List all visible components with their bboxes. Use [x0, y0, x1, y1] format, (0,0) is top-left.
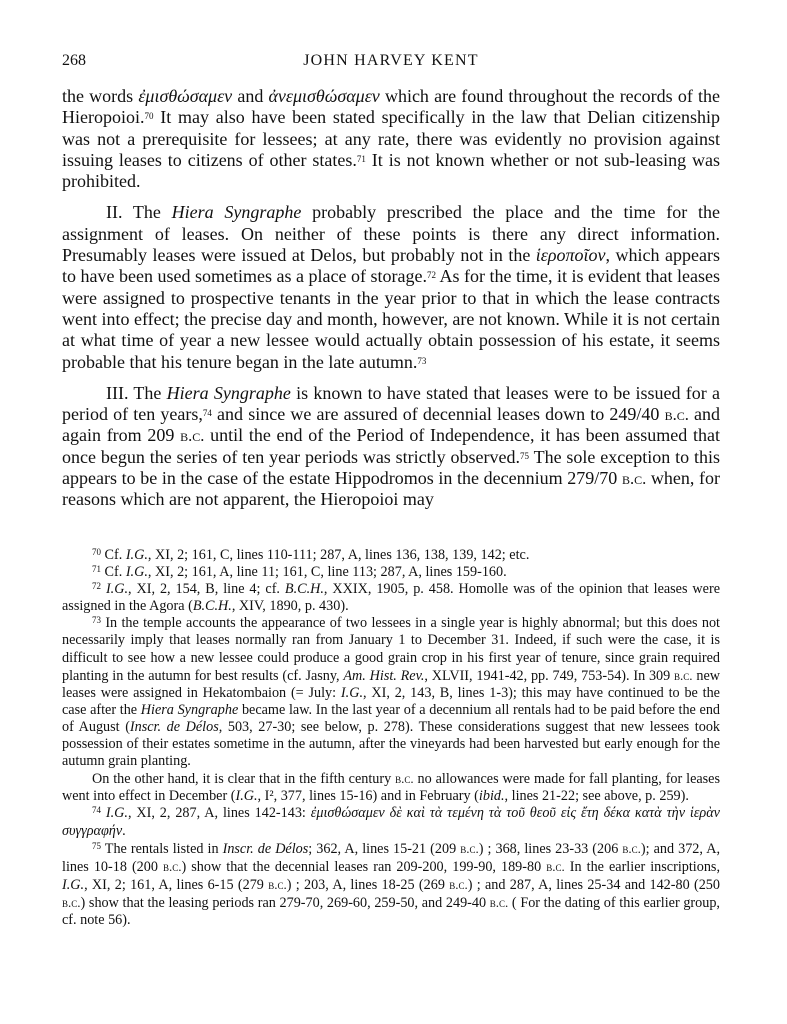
footnote-ref-72: 72: [426, 270, 436, 281]
paragraph-1: the words ἐμισθώσαμεν and ἀνεμισθώσαμεν which are found throughout the records of the Hieropoioi.$^{70}$ It may also have been stated specifically in the law that Delian citizenship was not a prerequisite for lessees; at any rate, there was evidently no provision against issuing leases to citizens of other states.$^{71}$ It is not known whether or not sub-leasing was prohibited.: [62, 86, 721, 192]
footnote-73-continued: On the other hand, it is clear that in the fifth century b.c. no allowances were made for fall planting, for leases went into effect in December (I.G., I², 377, lines 15-16) and in February (ibid., lines 21-22; see above, p. 259).: [62, 771, 720, 805]
footnote-72: $^{72}$ I.G., XI, 2, 154, B, line 4; cf. B.C.H., XXIX, 1905, p. 458. Homolle was of the opinion that leases were assigned in the Agora (B.C.H., XIV, 1890, p. 430).: [62, 581, 720, 615]
running-head: JOHN HARVEY KENT: [303, 52, 479, 69]
body-text: [62, 86, 720, 511]
footnotes: [62, 547, 720, 929]
footnote-71: $^{71}$ Cf. I.G., XI, 2; 161, A, line 11; 161, C, line 113; 287, A, lines 159-160.: [92, 564, 507, 581]
footnote-ref-71: 71: [356, 153, 366, 164]
footnote-ref-75: 75: [520, 450, 530, 461]
paragraph-3: III. The Hiera Syngraphe is known to have stated that leases were to be issued for a period of ten years,$^{74}$ and since we are assured of decennial leases down to 249/40 b.c. and again from 209 b.c. until the end of the Period of Independence, it has been assumed that once begun the series of ten year periods was strictly observed.$^{75}$ The sole exception to this appears to be in the case of the estate Hippodromos in the decennium 279/70 b.c. when, for reasons which are not apparent, the Hieropoioi may: [62, 382, 720, 510]
page-number: 268: [62, 52, 86, 69]
footnote-74: $^{74}$ I.G., XI, 2, 287, A, lines 142-143: ἐμισθώσαμεν δὲ καὶ τὰ τεμένη τὰ τοῦ θεοῦ εἰς ἔτη δέκα κατὰ τὴν ἱερὰν συγγραφήν.: [62, 805, 720, 839]
footnote-ref-70: 70: [144, 111, 154, 122]
paragraph-2: II. The Hiera Syngraphe probably prescribed the place and the time for the assignment of leases. On neither of these points is there any direct information. Presumably leases were issued at Delos, but probably not in the ἱεροποῖον, which appears to have been used sometimes as a place of storage.$^{72}$ As for the time, it is evident that leases were assigned to prospective tenants in the year prior to that in which the lease contracts went into effect; the precise day and month, however, are not known. While it is not certain at what time of year a new lessee would actually obtain possession of his estate, it seems probable that his tenure began in the late autumn.$^{73}$: [62, 202, 720, 372]
footnote-ref-73: 73: [417, 355, 427, 366]
footnote-70: $^{70}$ Cf. I.G., XI, 2; 161, C, lines 110-111; 287, A, lines 136, 138, 139, 142; etc.: [92, 547, 530, 563]
page-header: [62, 52, 720, 76]
footnote-ref-74: 74: [202, 408, 212, 419]
footnote-75: $^{75}$ The rentals listed in Inscr. de Délos; 362, A, lines 15-21 (209 b.c.) ; 368, lines 23-33 (206 b.c.); and 372, A, lines 10-18 (200 b.c.) show that the decennial leases ran 209-200, 199-90, 189-80 b.c. In the earlier inscriptions, I.G., XI, 2; 161, A, lines 6-15 (279 b.c.) ; 203, A, lines 18-25 (269 b.c.) ; and 287, A, lines 25-34 and 142-80 (250 b.c.) show that the leasing periods ran 279-70, 269-60, 259-50, and 249-40 b.c. ( For the dating of this earlier group, cf. note 56).: [62, 840, 720, 928]
footnote-73: $^{73}$ In the temple accounts the appearance of two lessees in a single year is highly abnormal; but this does not necessarily imply that leases normally ran from January 1 to December 31. Indeed, if such were the case, it is difficult to see how a new lessee could produce a good grain crop in his first year of tenure, since grain required planting in the autumn for best results (cf. Jasny, Am. Hist. Rev., XLVII, 1941-42, pp. 749, 753-54). In 309 b.c. new leases were assigned in Hekatombaion (= July: I.G., XI, 2, 143, B, lines 1-3); this may have continued to be the case after the Hiera Syngraphe became law. In the last year of a decennium all rentals had to be paid before the end of August (Inscr. de Délos, 503, 27-30; see below, p. 278). These considerations suggest that new lessees took possession of their estates sometime in the autumn, after the vineyards had been harvested but early enough for the autumn grain planting.: [62, 615, 721, 770]
